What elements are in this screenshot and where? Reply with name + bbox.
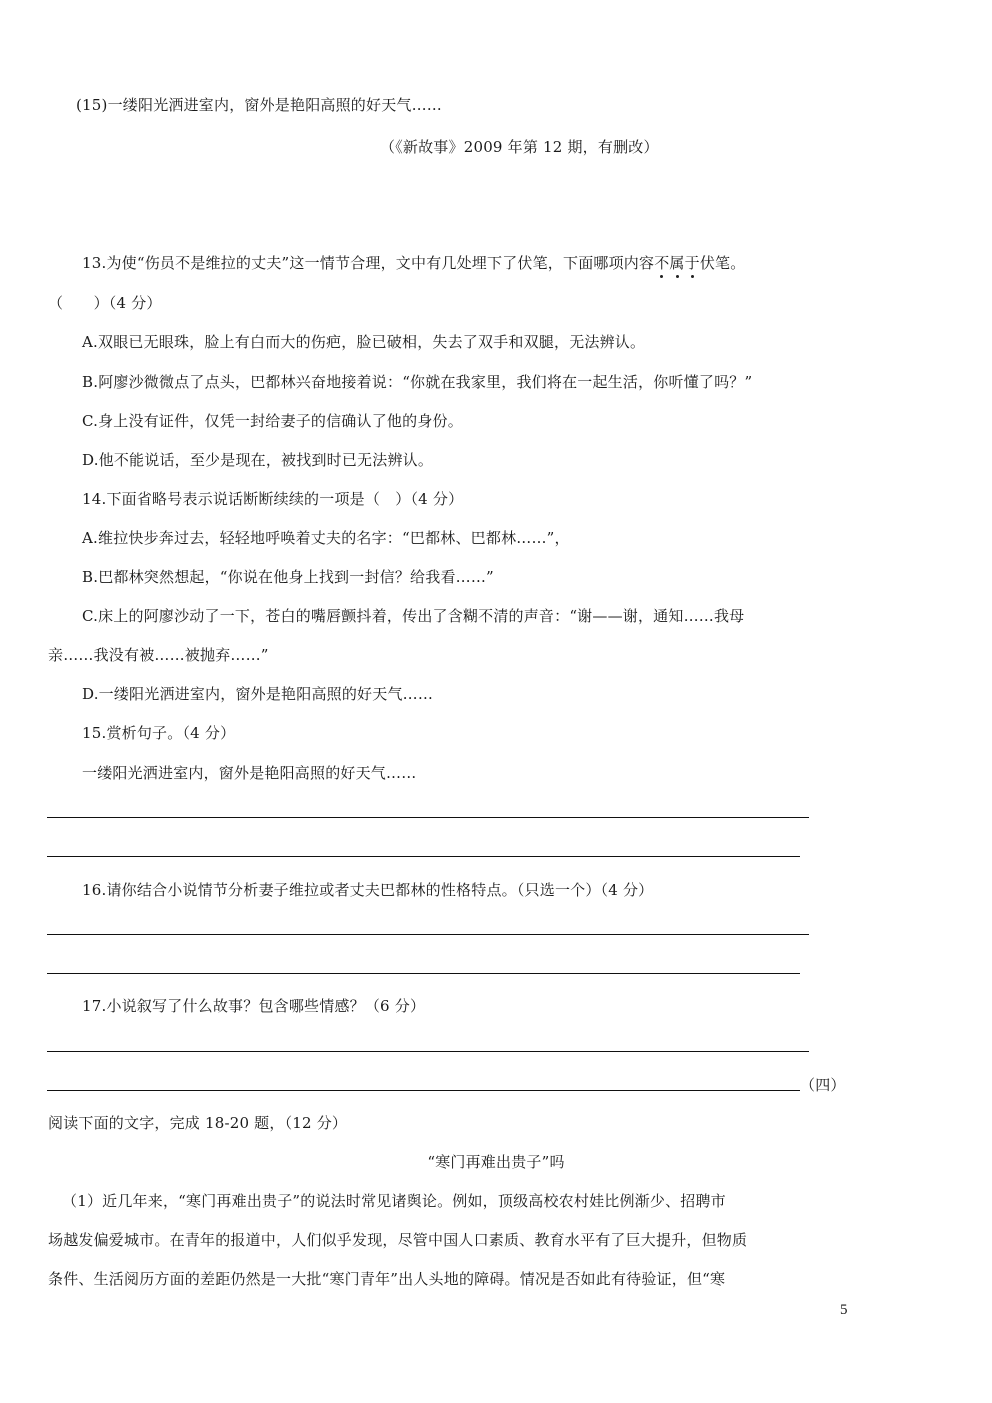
emphasis-char: 属 [669, 254, 685, 272]
passage-source-citation: （《新故事》2009 年第 12 期，有删改） [380, 138, 659, 156]
question-14-option-c-continued: 亲……我没有被……被抛弃……” [48, 646, 269, 664]
question-17-stem: 17.小说叙写了什么故事？包含哪些情感？（6 分） [82, 997, 426, 1015]
article-paragraph-line: 条件、生活阅历方面的差距仍然是一大批“寒门青年”出人头地的障碍。情况是否如此有待验证，但“寒 [48, 1270, 726, 1288]
question-13-stem [82, 253, 745, 273]
answer-line[interactable] [47, 1051, 809, 1052]
emphasis-char: 于 [684, 254, 700, 272]
section-four-instruction: 阅读下面的文字，完成 18-20 题，（12 分） [48, 1114, 348, 1132]
passage-paragraph-15: (15)一缕阳光洒进室内，窗外是艳阳高照的好天气…… [76, 96, 442, 114]
emphasis-char: 不 [654, 254, 670, 272]
question-13-answer-blank: （ ）（4 分） [48, 294, 162, 312]
question-16-stem: 16.请你结合小说情节分析妻子维拉或者丈夫巴都林的性格特点。（只选一个）（4 分） [82, 881, 654, 899]
question-13-option-a: A.双眼已无眼珠，脸上有白而大的伤疤，脸已破相，失去了双手和双腿，无法辨认。 [82, 333, 646, 351]
question-13-stem-end: 伏笔。 [699, 254, 746, 272]
question-15-quoted-sentence: 一缕阳光洒进室内，窗外是艳阳高照的好天气…… [82, 764, 417, 782]
question-13-stem-text: 13.为使“伤员不是维拉的丈夫”这一情节合理，文中有几处埋下了伏笔，下面哪项内容 [82, 254, 655, 272]
answer-line[interactable] [47, 934, 809, 935]
answer-line[interactable] [47, 973, 800, 974]
article-title: “寒门再难出贵子”吗 [427, 1153, 565, 1171]
section-four-number: （四） [800, 1076, 846, 1094]
question-14-option-b: B.巴都林突然想起，“你说在他身上找到一封信？给我看……” [82, 568, 494, 586]
question-15-stem: 15.赏析句子。（4 分） [82, 724, 236, 742]
article-paragraph-line: 场越发偏爱城市。在青年的报道中，人们似乎发现，尽管中国人口素质、教育水平有了巨大提升，但物质 [48, 1231, 748, 1249]
answer-line[interactable] [47, 856, 800, 857]
question-13-option-d: D.他不能说话，至少是现在，被找到时已无法辨认。 [82, 451, 434, 469]
question-14-option-a: A.维拉快步奔过去，轻轻地呼唤着丈夫的名字：“巴都林、巴都林……”， [82, 529, 570, 547]
question-13-option-c: C.身上没有证件，仅凭一封给妻子的信确认了他的身份。 [82, 412, 463, 430]
question-14-option-d: D.一缕阳光洒进室内，窗外是艳阳高照的好天气…… [82, 685, 434, 703]
article-paragraph-line: （1）近几年来，“寒门再难出贵子”的说法时常见诸舆论。例如，顶级高校农村娃比例渐少、招聘市 [62, 1192, 726, 1210]
question-13-option-b: B.阿廖沙微微点了点头，巴都林兴奋地接着说：“你就在我家里，我们将在一起生活，你听懂了吗？” [82, 373, 753, 391]
question-14-stem: 14.下面省略号表示说话断断续续的一项是（ ）（4 分） [82, 490, 464, 508]
page-number: 5 [840, 1302, 848, 1318]
answer-line[interactable] [47, 817, 809, 818]
answer-line[interactable] [47, 1090, 800, 1091]
question-14-option-c: C.床上的阿廖沙动了一下，苍白的嘴唇颤抖着，传出了含糊不清的声音：“谢——谢，通知……我母 [82, 607, 745, 625]
